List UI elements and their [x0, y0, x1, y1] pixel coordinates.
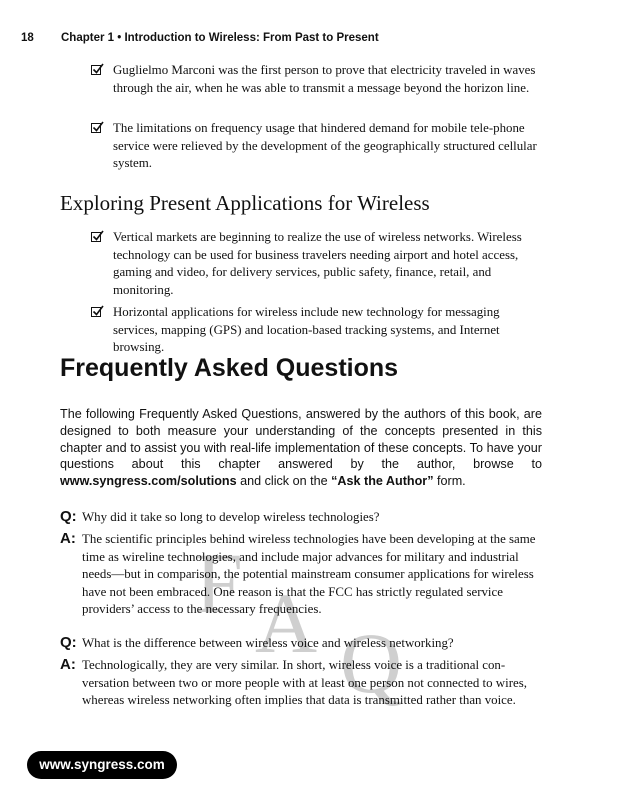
intro-mid: and click on the [236, 474, 332, 489]
bullet-item [91, 62, 546, 97]
watermark-letter: Q [340, 615, 403, 711]
a-label: A: [60, 656, 76, 673]
bullet-text: The limitations on frequency usage that hindered demand for mobile tele-phone service were relieved by the development of the geographically structured cellular system. [113, 121, 537, 171]
section-heading: Exploring Present Applications for Wireless [60, 191, 430, 215]
watermark-letter: F [195, 535, 243, 631]
question-text: What is the difference between wireless voice and wireless networking? [82, 636, 454, 650]
faq-intro [60, 406, 542, 490]
bullet-text: Horizontal applications for wireless include new technology for messaging services, mapping (GPS) and location-based tracking systems, and Internet browsing. [113, 305, 500, 355]
intro-text: The following Frequently Asked Questions, answered by the authors of this book, are designed to both measure your understanding of the concepts presented in this chapter and to assist you with real-life implementation of these concepts. To have your questions about this chapter answered by the author, browse to [60, 407, 542, 472]
checkbox-icon [91, 307, 101, 317]
page-number: 18 [21, 32, 34, 44]
faq-answer [60, 657, 540, 710]
q-label: Q: [60, 634, 77, 651]
bullet-item [91, 120, 546, 173]
q-label: Q: [60, 508, 77, 525]
bullet-text: Vertical markets are beginning to realize the use of wireless networks. Wireless technology can be used for business travelers needing airport and hotel access, gaming and video, for delivery services, public safety, finance, retail, and monitoring. [113, 230, 522, 297]
checkbox-icon [91, 65, 101, 75]
chapter-title: Chapter 1 • Introduction to Wireless: From Past to Present [61, 32, 379, 44]
faq-heading: Frequently Asked Questions [60, 354, 399, 382]
checkbox-icon [91, 123, 101, 133]
a-label: A: [60, 530, 76, 547]
footer-url-badge[interactable]: www.syngress.com [27, 751, 177, 779]
intro-end: form. [433, 474, 466, 489]
bullet-item [91, 304, 546, 357]
solutions-link[interactable]: www.syngress.com/solutions [60, 474, 237, 489]
faq-question [60, 509, 540, 527]
ask-the-author-label: “Ask the Author” [331, 474, 434, 489]
faq-question [60, 635, 540, 653]
bullet-text: Guglielmo Marconi was the first person to prove that electricity traveled in waves through the air, when he was able to transmit a message beyond the horizon line. [113, 63, 536, 95]
bullet-item [91, 229, 546, 299]
answer-text: The scientific principles behind wireless technologies have been developing at the same time as wireline technologies, and include major advances for military and industrial needs—but in comparison, the potential mainstream consumer applications for wireless have not been embraced. One reason is that the FCC has strictly regulated service providers’ access to the necessary frequencies. [82, 532, 536, 617]
watermark-letter: A [255, 575, 318, 671]
question-text: Why did it take so long to develop wireless technologies? [82, 510, 380, 524]
checkbox-icon [91, 232, 101, 242]
faq-answer [60, 531, 540, 619]
answer-text: Technologically, they are very similar. In short, wireless voice is a traditional con-versation between two or more people with at least one person not connected to wires, whereas wireless networking often implies that data is transmitted rather than voice. [82, 658, 527, 708]
